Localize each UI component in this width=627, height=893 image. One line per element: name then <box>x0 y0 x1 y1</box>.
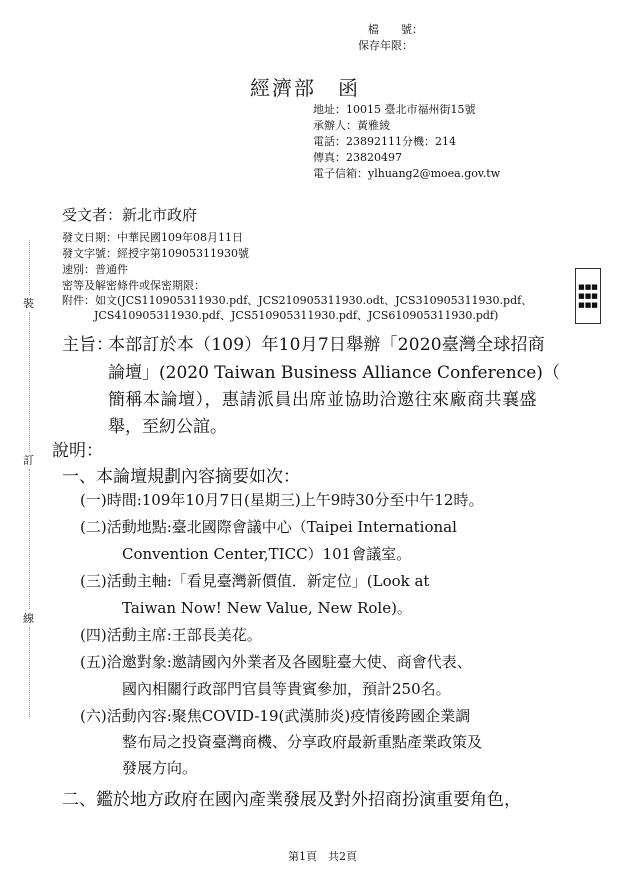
sub-item-theme-line-1: (三)活動主軸:「看見臺灣新價值．新定位」(Look at <box>80 572 430 590</box>
explanation-label: 說明： <box>52 441 103 461</box>
binding-line-lower <box>29 469 30 609</box>
sub-item-invitees-line-2: 國內相關行政部門官員等貴賓參加，預計250名。 <box>122 680 451 698</box>
sub-item-content-line-2: 整布局之投資臺灣商機、分享政府最新重點產業政策及 <box>122 733 483 751</box>
delivery-speed: 速別：普通件 <box>62 263 128 276</box>
recipient: 受文者：新北市政府 <box>62 206 198 224</box>
issue-date: 發文日期：中華民國109年08月11日 <box>62 231 243 244</box>
subject-line-2: 論壇」(2020 Taiwan Business Alliance Conference)（ <box>108 363 560 383</box>
sub-item-invitees-line-1: (五)洽邀對象:邀請國內外業者及各國駐臺大使、商會代表、 <box>80 653 472 671</box>
bind-mark: 裝 <box>23 297 34 310</box>
sub-item-chair: (四)活動主席:王部長美花。 <box>80 626 262 644</box>
explanation-item-2: 二、鑑於地方政府在國內產業發展及對外招商扮演重要角色， <box>62 790 521 810</box>
sender-address: 地址：10015 臺北市福州街15號 <box>313 103 476 116</box>
attachments-line-1: 附件：如文(JCS110905311930.pdf、JCS210905311930.odt、JCS310905311930.pdf、 <box>62 294 533 307</box>
sew-mark: 訂 <box>23 454 34 467</box>
page-number-footer: 第1頁 共2頁 <box>288 850 357 863</box>
sender-handler: 承辦人：黃雅綾 <box>313 119 390 132</box>
sub-item-venue-line-2: Convention Center,TICC）101會議室。 <box>122 545 412 563</box>
sender-phone: 電話：23892111分機：214 <box>313 135 456 148</box>
subject-line-1: 本部訂於本（109）年10月7日舉辦「2020臺灣全球招商 <box>108 335 545 355</box>
explanation-item-1: 一、本論壇規劃內容摘要如次： <box>62 467 300 487</box>
sub-item-time: (一)時間:109年10月7日(星期三)上午9時30分至中午12時。 <box>80 491 484 509</box>
binding-line-bottom <box>29 627 30 717</box>
document-title: 經濟部 函 <box>250 76 360 100</box>
attachments-line-2: JCS410905311930.pdf、JCS510905311930.pdf、JCS610905311930.pdf) <box>94 309 499 322</box>
sender-email: 電子信箱：ylhuang2@moea.gov.tw <box>313 167 501 180</box>
official-seal-stamp: ■■■ ■■■ ■■■ <box>575 268 601 324</box>
subject-label: 主旨： <box>62 335 113 355</box>
subject-line-3: 簡稱本論壇），惠請派員出席並協助洽邀往來廠商共襄盛 <box>108 390 537 410</box>
binding-line-middle <box>29 312 30 452</box>
retention-period-label: 保存年限： <box>358 39 413 52</box>
line-mark: 線 <box>23 612 34 625</box>
file-number-label: 檔 號： <box>368 23 423 36</box>
subject-line-4: 舉，至紉公誼。 <box>108 417 227 437</box>
sub-item-content-line-1: (六)活動內容:聚焦COVID-19(武漢肺炎)疫情後跨國企業調 <box>80 707 471 725</box>
sub-item-venue-line-1: (二)活動地點:臺北國際會議中心（Taipei International <box>80 518 457 536</box>
sub-item-theme-line-2: Taiwan Now! New Value, New Role)。 <box>122 599 412 617</box>
sub-item-content-line-3: 發展方向。 <box>122 759 198 777</box>
binding-line-top <box>29 240 30 295</box>
sender-fax: 傳真：23820497 <box>313 151 402 164</box>
secrecy-level: 密等及解密條件或保密期限： <box>62 279 205 292</box>
document-number: 發文字號：經授字第10905311930號 <box>62 247 249 260</box>
